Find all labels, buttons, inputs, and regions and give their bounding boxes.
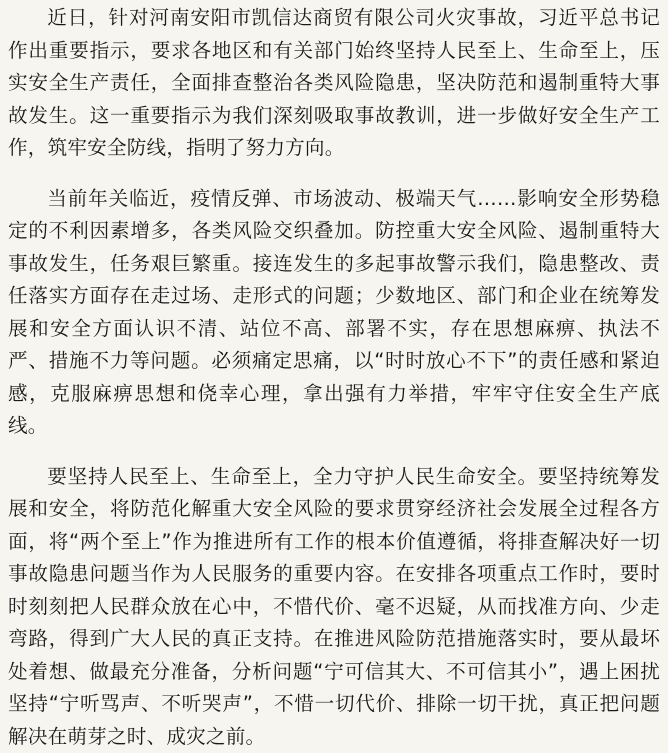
paragraph-3: 要坚持人民至上、生命至上，全力守护人民生命安全。要坚持统筹发展和安全，将防范化解重大安全风险的要求贯穿经济社会发展全过程各方面，将“两个至上”作为推进所有工作的根本价值遵循，将排查解决好一切事故隐患问题当作为人民服务的重要内容。在安排各项重点工作时，要时时刻刻把人民群众放在心中，不惜代价、毫不迟疑，从而找准方向、少走弯路，得到广大人民的真正支持。在推进风险防范措施落实时，要从最坏处着想、做最充分准备，分析问题“宁可信其大、不可信其小”，遇上困扰坚持“宁听骂声、不听哭声”，不惜一切代价、排除一切干扰，真正把问题解决在萌芽之时、成灾之前。 [8,461,660,753]
paragraph-2: 当前年关临近，疫情反弹、市场波动、极端天气……影响安全形势稳定的不利因素增多，各类风险交织叠加。防控重大安全风险、遏制重特大事故发生，任务艰巨繁重。接连发生的多起事故警示我们，隐患整改、责任落实方面存在走过场、走形式的问题；少数地区、部门和企业在统筹发展和安全方面认识不清、站位不高、部署不实，存在思想麻痹、执法不严、措施不力等问题。必须痛定思痛，以“时时放心不下”的责任感和紧迫感，克服麻痹思想和侥幸心理，拿出强有力举措，牢牢守住安全生产底线。 [8,183,660,443]
paragraph-1: 近日，针对河南安阳市凯信达商贸有限公司火灾事故，习近平总书记作出重要指示，要求各地区和有关部门始终坚持人民至上、生命至上，压实安全生产责任，全面排查整治各类风险隐患，坚决防范和遏制重特大事故发生。这一重要指示为我们深刻吸取事故教训，进一步做好安全生产工作，筑牢安全防线，指明了努力方向。 [8,2,660,165]
